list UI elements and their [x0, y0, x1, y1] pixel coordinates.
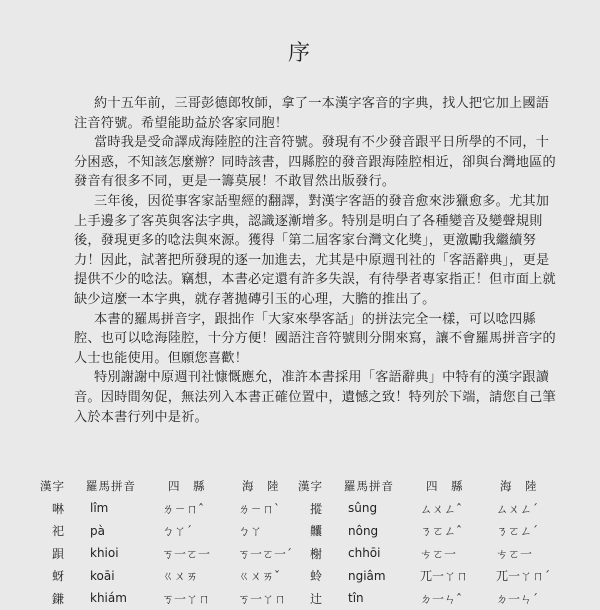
cell-hailu: ㄘㄛ一 — [496, 546, 533, 561]
preface-body — [74, 94, 556, 427]
text-line: 缺少這麼一本字典，就存著拋磚引玉的心理，大膽的推出了。 — [74, 291, 436, 307]
header-hailu: 海 陸 — [242, 479, 280, 493]
cell-hanzi: 鎌 — [52, 591, 65, 606]
header-hanzi: 漢字 — [40, 479, 65, 493]
cell-romanization: sûng — [348, 501, 378, 516]
cell-sixian: ㄫ一ㄚㄇ — [420, 569, 469, 584]
text-line: 發音有很多不同，更是一籌莫展！不敢冒然出版發行。 — [74, 174, 396, 190]
table-header — [298, 475, 558, 497]
paragraph-2 — [74, 133, 556, 192]
text-line: 提供不少的唸法。竊想，本書必定還有許多失誤，有待學者專家指正！但市面上就 — [74, 272, 556, 288]
cell-hailu: ㄋㄛㄥˊ — [496, 524, 539, 539]
header-hailu: 海 陸 — [500, 479, 538, 493]
cell-hailu: ㄎ一ㄚㄇ — [238, 591, 287, 606]
table-left — [40, 475, 300, 610]
cell-sixian: ㄋㄛㄥˆ — [420, 524, 463, 539]
cell-hailu: ㄍㄨㄞˇ — [238, 569, 281, 584]
cell-romanization: ngiâm — [348, 568, 386, 583]
text-line: 本書的羅馬拼音字，跟拙作「大家來學客話」的拼法完全一樣，可以唸四縣 — [94, 311, 536, 327]
table-row — [40, 542, 300, 565]
text-line: 特別謝謝中原週刊社慷慨應允，准許本書採用「客語辭典」中特有的漢字跟讀 — [94, 370, 550, 386]
cell-hanzi: 啉 — [52, 501, 65, 516]
cell-sixian: ㄎ一ㄛ一 — [162, 546, 211, 561]
cell-hailu: ㄎ一ㄛ一ˊ — [238, 546, 293, 561]
cell-romanization: khiám — [90, 591, 127, 606]
table-row — [298, 497, 558, 520]
cell-hanzi: 榭 — [310, 546, 323, 561]
cell-romanization: chhōi — [348, 546, 381, 561]
cell-hailu: ㄅㄚ — [238, 524, 263, 539]
table-row — [40, 497, 300, 520]
header-hanzi: 漢字 — [298, 479, 323, 493]
cell-hanzi: 祀 — [52, 524, 65, 539]
header-romanization: 羅馬拼音 — [86, 479, 136, 493]
cell-sixian: ㄅㄚˊ — [162, 524, 193, 539]
cell-sixian: ㄘㄛ一 — [420, 546, 457, 561]
text-line: 約十五年前，三哥彭德郎牧師，拿了一本漢字客音的字典，找人把它加上國語 — [94, 96, 550, 111]
cell-romanization: koāi — [90, 568, 115, 583]
cell-sixian: ㄙㄨㄥˆ — [420, 501, 463, 516]
cell-hailu: ㄉ一ㄣˊ — [496, 591, 539, 606]
cell-sixian: ㄌㄧㄇˆ — [162, 501, 205, 516]
paragraph-1 — [74, 94, 550, 133]
text-line: 三年後，因從事客家話聖經的翻譯，對漢字客語的發音愈來涉獵愈多。尤其加 — [94, 193, 550, 209]
text-line: 當時我是受命譯成海陸腔的注音符號。發現有不少發音跟平日所學的不同，十 — [94, 135, 550, 151]
header-sixian: 四 縣 — [168, 479, 206, 493]
table-row — [40, 520, 300, 543]
cell-romanization: pà — [90, 523, 105, 538]
cell-sixian: ㄉ一ㄣˆ — [420, 591, 463, 606]
table-row — [298, 520, 558, 543]
cell-hanzi: 䟺 — [52, 546, 65, 561]
text-line: 入於本書行列中是祈。 — [74, 409, 208, 425]
header-romanization: 羅馬拼音 — [344, 479, 394, 493]
cell-romanization: nông — [348, 523, 379, 538]
cell-hanzi: 辻 — [310, 591, 323, 606]
table-right — [298, 475, 558, 610]
table-row — [298, 542, 558, 565]
cell-hanzi: 摐 — [310, 501, 323, 516]
text-line: 人士也能使用。但願您喜歡！ — [74, 350, 249, 366]
table-row — [298, 587, 558, 610]
paragraph-4 — [74, 310, 556, 369]
paragraph-5 — [74, 368, 556, 427]
page-title: 序 — [287, 41, 312, 66]
table-row — [40, 565, 300, 588]
text-line: 力！因此，試著把所發現的逐一加進去，尤其是中原週刊社的「客語辭典」，更是 — [74, 252, 550, 268]
table-row — [40, 587, 300, 610]
cell-hailu: ㄫ一ㄚㄇˊ — [496, 569, 551, 584]
cell-hanzi: 蛉 — [310, 569, 323, 584]
cell-hailu: ㄌㄧㄇˋ — [238, 501, 281, 516]
cell-hanzi: 蚜 — [52, 569, 65, 584]
text-line: 後，發現更多的唸法與來源。獲得「第二屆客家台灣文化獎」，更激勵我繼續努 — [74, 233, 536, 249]
cell-hanzi: 齉 — [310, 524, 323, 539]
header-sixian: 四 縣 — [426, 479, 464, 493]
cell-sixian: ㄎ一ㄚㄇ — [162, 591, 211, 606]
cell-sixian: ㄍㄨㄞ — [162, 569, 199, 584]
cell-hailu: ㄙㄨㄥˊ — [496, 501, 539, 516]
text-line: 分困惑，不知該怎麼辦？同時該書，四縣腔的發音跟海陸腔相近，卻與台灣地區的 — [74, 154, 556, 170]
cell-romanization: khioi — [90, 546, 119, 561]
text-line: 注音符號。希望能助益於客家同胞！ — [74, 115, 289, 131]
text-line: 腔、也可以唸海陸腔，十分方便！國語注音符號則分開來寫，讓不會羅馬拼音字的 — [74, 331, 556, 347]
paragraph-3 — [74, 192, 556, 310]
table-header — [40, 475, 300, 497]
text-line: 上手邊多了客英與客法字典，認識逐漸增多。特別是明白了各種變音及變聲規則 — [74, 213, 543, 229]
table-row — [298, 565, 558, 588]
text-line: 音。因時間匆促，無法列入本書正確位置中，遺憾之致！特列於下端，請您自己筆 — [74, 389, 556, 405]
cell-romanization: lîm — [90, 501, 109, 516]
cell-romanization: tîn — [348, 591, 364, 606]
